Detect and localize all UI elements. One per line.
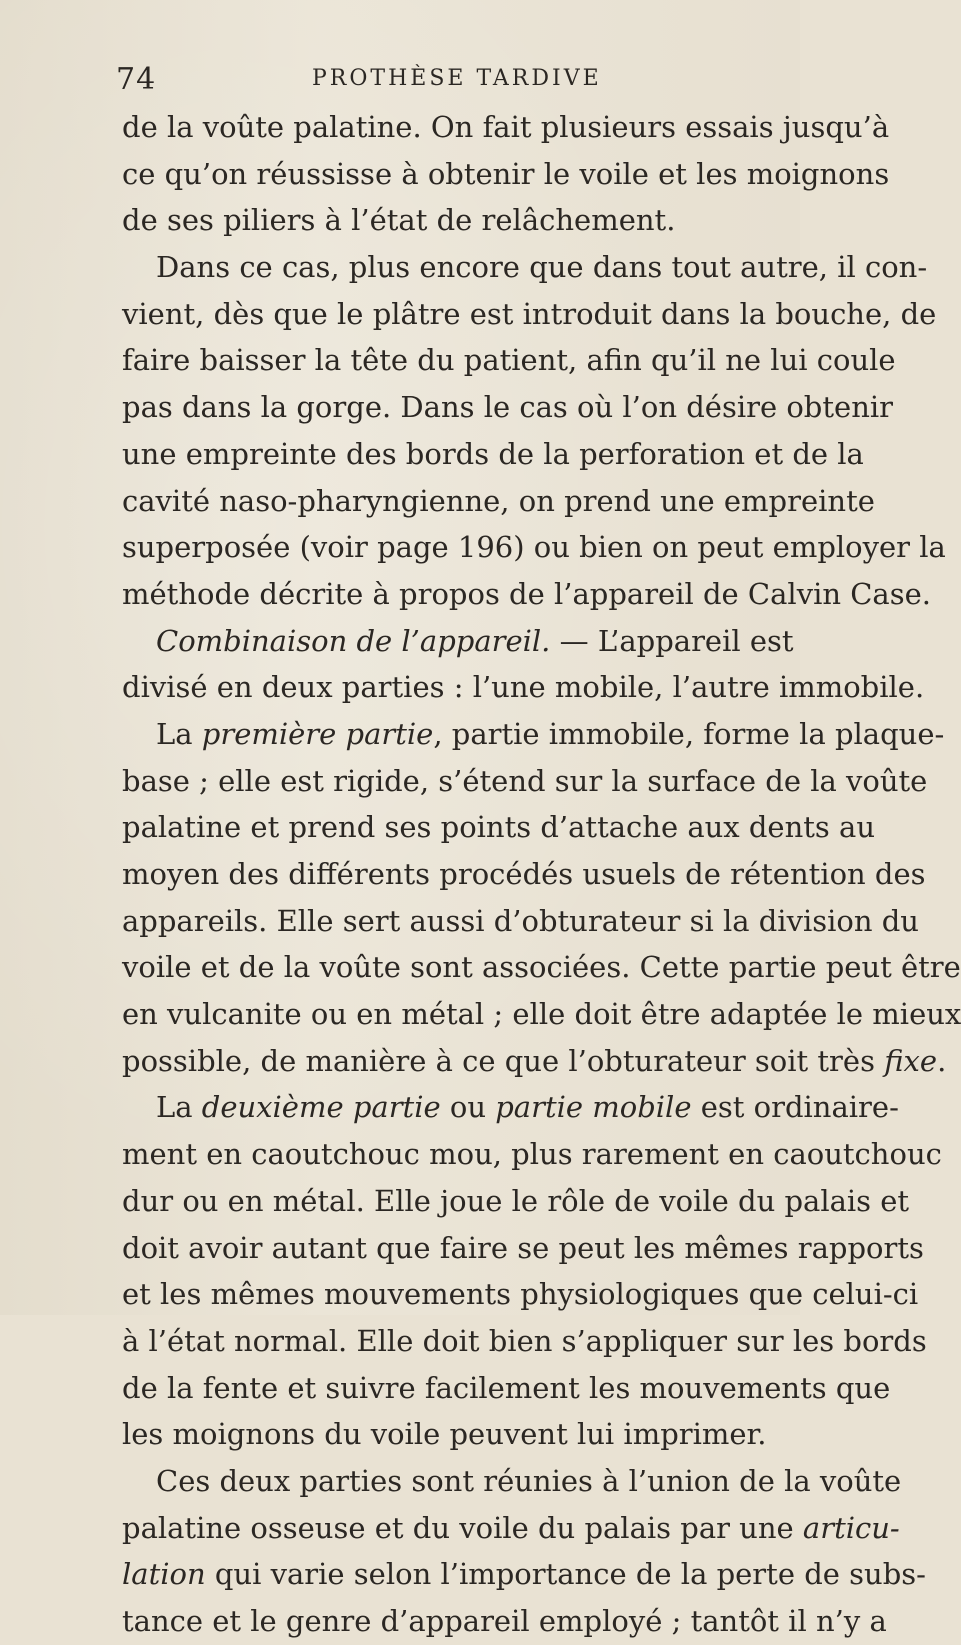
text-line	[122, 1505, 900, 1552]
text-line	[122, 758, 928, 805]
text-line	[122, 524, 946, 571]
italic-text: première partie	[201, 716, 434, 751]
italic-text: fixe	[884, 1043, 938, 1078]
text-segment: en vulcanite ou en métal ; elle doit être adaptée le mieux	[122, 997, 961, 1032]
text-line	[122, 104, 890, 151]
text-line	[122, 1178, 910, 1225]
italic-text: deuxième partie	[201, 1090, 441, 1125]
text-line	[122, 431, 864, 478]
text-segment: à l’état normal. Elle doit bien s’appliquer sur les bords	[122, 1323, 927, 1358]
text-line	[122, 664, 925, 711]
text-segment: divisé en deux parties : l’une mobile, l’autre immobile.	[122, 670, 925, 705]
text-segment: vient, dès que le plâtre est introduit dans la bouche, de	[122, 296, 937, 331]
text-segment: les moignons du voile peuvent lui imprimer.	[122, 1417, 767, 1452]
text-line	[122, 291, 937, 338]
text-segment: dur ou en métal. Elle joue le rôle de voile du palais et	[122, 1183, 910, 1218]
italic-text: partie mobile	[495, 1090, 692, 1125]
page-header	[116, 62, 756, 102]
text-line	[122, 1411, 767, 1458]
text-segment: voile et de la voûte sont associées. Cette partie peut être	[122, 950, 961, 985]
italic-text: articu-	[802, 1510, 900, 1545]
text-segment: — L’appareil est	[550, 623, 794, 658]
text-line	[122, 618, 794, 665]
text-line	[122, 197, 762, 244]
text-segment: base ; elle est rigide, s’étend sur la surface de la voûte	[122, 763, 928, 798]
text-segment: de ses piliers à l’état de relâchement.	[122, 203, 676, 238]
text-line	[122, 1551, 926, 1598]
text-segment: Dans ce cas, plus encore que dans tout autre, il con-	[156, 250, 928, 285]
text-segment: possible, de manière à ce que l’obturateur soit très	[122, 1043, 885, 1078]
text-segment: méthode décrite à propos de l’appareil de Calvin Case.	[122, 576, 931, 611]
text-line	[122, 244, 928, 291]
italic-text: lation	[122, 1557, 206, 1592]
text-segment: La	[156, 1090, 202, 1125]
text-line	[122, 1318, 927, 1365]
text-segment: moyen des différents procédés usuels de rétention des	[122, 857, 926, 891]
text-segment: et les mêmes mouvements physiologiques que celui-ci	[122, 1277, 919, 1312]
text-line	[122, 1225, 924, 1272]
italic-text: Combinaison de l’appareil.	[156, 623, 551, 658]
text-line	[122, 1598, 887, 1645]
text-segment: palatine et prend ses points d’attache aux dents au	[122, 810, 875, 845]
text-line	[122, 571, 931, 618]
text-line	[122, 804, 875, 851]
text-line	[122, 337, 896, 384]
text-line	[122, 711, 945, 758]
running-title: PROTHÈSE TARDIVE	[312, 66, 602, 91]
text-segment: une empreinte des bords de la perforation et de la	[122, 436, 864, 471]
text-line	[122, 478, 875, 525]
text-segment: ment en caoutchouc mou, plus rarement en caoutchouc	[122, 1137, 942, 1172]
text-segment: , partie immobile, forme la plaque-	[433, 716, 945, 751]
text-segment: doit avoir autant que faire se peut les mêmes rapports	[122, 1230, 924, 1265]
text-line	[122, 1084, 899, 1131]
text-line	[122, 851, 926, 898]
text-segment: Ces deux parties sont réunies à l’union de la voûte	[156, 1463, 902, 1498]
text-segment: cavité naso-pharyngienne, on prend une empreinte	[122, 483, 875, 518]
text-segment: .	[937, 1043, 947, 1078]
text-segment: qui varie selon l’importance de la perte de subs-	[205, 1557, 926, 1592]
text-segment: faire baisser la tête du patient, afin qu’il ne lui coule	[122, 343, 896, 378]
text-segment: pas dans la gorge. Dans le cas où l’on désire obtenir	[122, 390, 894, 425]
text-line	[122, 1458, 902, 1505]
text-segment: ce qu’on réussisse à obtenir le voile et les moignons	[122, 156, 890, 191]
text-segment: palatine osseuse et du voile du palais par une	[122, 1510, 803, 1545]
text-line	[122, 151, 890, 198]
text-segment: La	[156, 716, 202, 751]
page-number: 74	[116, 62, 157, 97]
text-line	[122, 1271, 919, 1318]
text-segment: tance et le genre d’appareil employé ; tantôt il n’y a	[122, 1604, 887, 1638]
text-line	[122, 944, 961, 991]
text-segment: de la voûte palatine. On fait plusieurs essais jusqu’à	[122, 110, 890, 144]
text-line	[122, 991, 961, 1038]
text-segment: est ordinaire-	[691, 1090, 899, 1125]
text-line	[122, 1038, 947, 1085]
text-segment: de la fente et suivre facilement les mouvements que	[122, 1370, 891, 1405]
text-line	[122, 1365, 891, 1412]
text-segment: appareils. Elle sert aussi d’obturateur si la division du	[122, 903, 919, 938]
text-line	[122, 1131, 942, 1178]
text-segment: superposée (voir page 196) ou bien on peut employer la	[122, 530, 946, 565]
text-line	[122, 384, 894, 431]
body-text	[122, 104, 961, 1645]
text-segment: ou	[440, 1090, 496, 1125]
text-line	[122, 898, 919, 945]
